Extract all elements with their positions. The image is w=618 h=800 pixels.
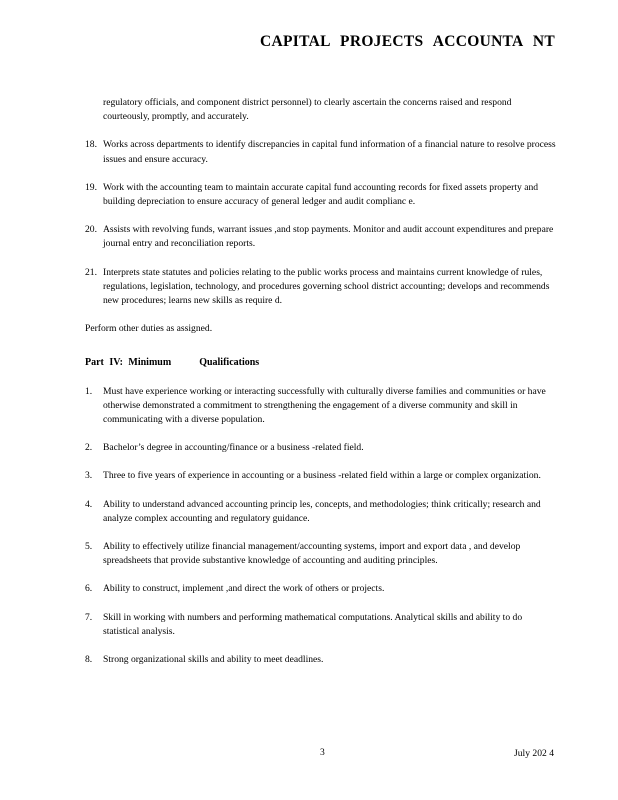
duty-continuation: regulatory officials, and component district personnel) to clearly ascertain the concerns raised and respond courteously, promptly, and accurately. bbox=[103, 97, 512, 123]
qualification-number: 7. bbox=[85, 611, 93, 623]
qualification-text: Ability to construct, implement ,and direct the work of others or projects. bbox=[103, 583, 385, 595]
qualification-item-3 bbox=[85, 469, 560, 483]
qualification-text: Three to five years of experience in accounting or a business -related field within a large or complex organization. bbox=[103, 470, 541, 482]
qualification-item-4 bbox=[85, 498, 560, 526]
duty-text: Assists with revolving funds, warrant issues ,and stop payments. Monitor and audit account expenditures and prepare journal entry and reconciliation reports. bbox=[103, 224, 554, 250]
qualification-number: 2. bbox=[85, 442, 93, 454]
qualification-item-2 bbox=[85, 441, 560, 455]
duty-number: 18. bbox=[85, 139, 97, 151]
qualification-number: 3. bbox=[85, 470, 93, 482]
qualification-item-6 bbox=[85, 582, 560, 596]
qualification-item-1 bbox=[85, 385, 560, 428]
qualification-item-5 bbox=[85, 540, 560, 568]
qualification-text: Ability to effectively utilize financial management/accounting systems, import and export data , and develop spreadsheets that provide substantive knowledge of accounting and auditing principles. bbox=[103, 541, 521, 567]
section-title: Qualifications bbox=[199, 357, 260, 369]
qualification-number: 1. bbox=[85, 385, 93, 397]
duty-item-21 bbox=[85, 266, 560, 309]
qualification-item-7 bbox=[85, 611, 560, 639]
qualification-item-8 bbox=[85, 653, 560, 667]
page-number: 3 bbox=[320, 747, 325, 758]
qualification-number: 5. bbox=[85, 541, 93, 553]
qualification-text: Strong organizational skills and ability to meet deadlines. bbox=[103, 654, 324, 666]
duty-item-20 bbox=[85, 223, 560, 251]
duty-text: Work with the accounting team to maintain accurate capital fund accounting records for fixed assets property and building depreciation to ensure accuracy of general ledger and audit complianc e. bbox=[103, 181, 539, 208]
duty-item-18 bbox=[85, 138, 560, 166]
qualification-text: Skill in working with numbers and performing mathematical computations. Analytical skills and ability to do statistical analysis. bbox=[103, 611, 523, 637]
qualification-text: Bachelor’s degree in accounting/finance or a business -related field. bbox=[103, 442, 364, 454]
qualification-text: Must have experience working or interacting successfully with culturally diverse families and communities or have otherwise demonstrated a commitment to strengthening the engagement of a diverse community and skill in communicating with a diverse population. bbox=[103, 385, 546, 426]
footer-date: July 202 4 bbox=[514, 748, 554, 759]
duty-text: Works across departments to identify discrepancies in capital fund information of a financial nature to resolve process issues and ensure accuracy. bbox=[103, 139, 556, 165]
duty-number: 20. bbox=[85, 224, 97, 236]
section-part-label: Part IV: Minimum bbox=[85, 357, 172, 369]
duty-number: 21. bbox=[85, 266, 97, 278]
qualification-number: 4. bbox=[85, 498, 93, 510]
qualification-text: Ability to understand advanced accounting princip les, concepts, and methodologies; think critically; research and analyze complex accounting and regulatory guidance. bbox=[103, 498, 541, 524]
qualification-number: 8. bbox=[85, 654, 93, 666]
section-heading bbox=[85, 356, 560, 370]
qualification-number: 6. bbox=[85, 583, 93, 595]
duty-item-19 bbox=[85, 181, 560, 209]
other-duties: Perform other duties as assigned. bbox=[85, 323, 213, 335]
duty-text: Interprets state statutes and policies relating to the public works process and maintains current knowledge of rules, regulations, legislation, technology, and procedures governing school district accounting; develops and recommends new procedures; learns new skills as require d. bbox=[103, 266, 550, 307]
document-body bbox=[85, 96, 560, 667]
page-title: CAPITAL PROJECTS ACCOUNTA NT bbox=[260, 33, 555, 50]
duty-number: 19. bbox=[85, 181, 97, 193]
